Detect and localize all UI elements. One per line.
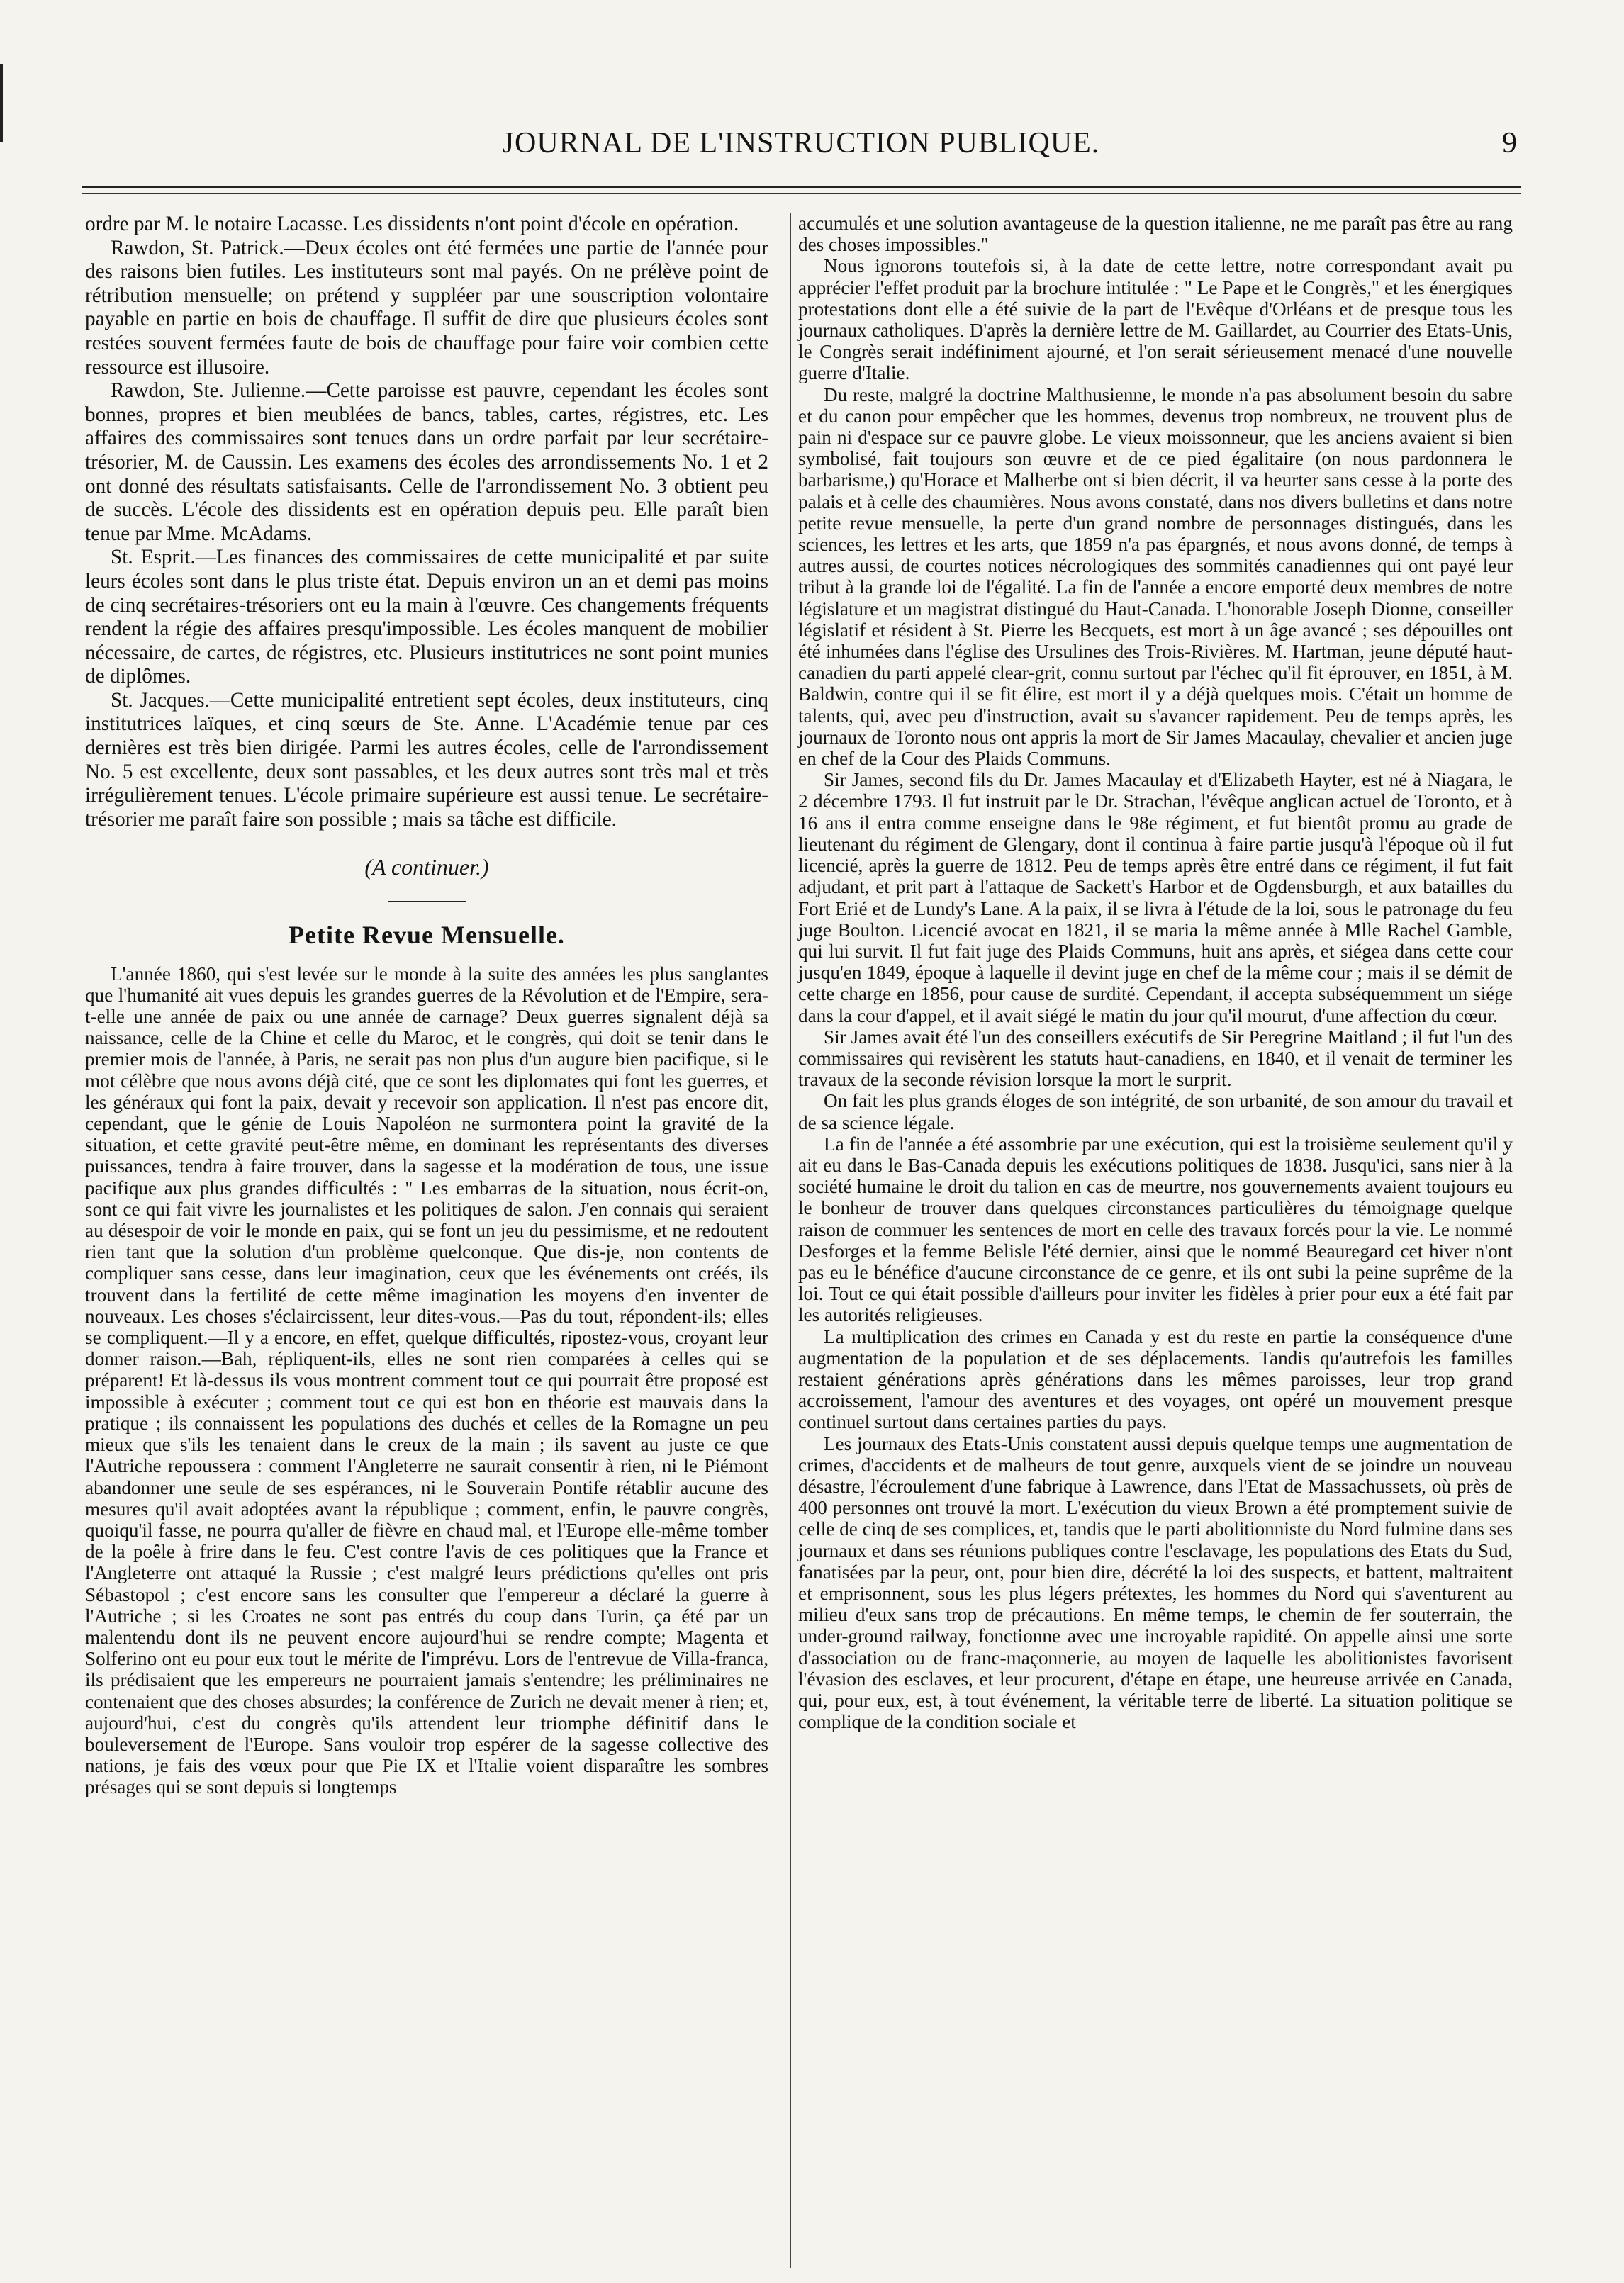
running-header (78, 126, 1524, 162)
paragraph: ordre par M. le notaire Lacasse. Les dissidents n'ont point d'école en opération. (85, 213, 739, 235)
journal-title: JOURNAL DE L'INSTRUCTION PUBLIQUE. (502, 127, 1100, 159)
to-be-continued: (A continuer.) (364, 854, 489, 880)
header-rule-thin (82, 193, 1521, 194)
paragraph: Les journaux des Etats-Unis constatent aussi depuis quelque temps une augmentation de crimes, d'accidents et de malheurs de tout genre, auxquels vient de se joindre un nouveau désastre, l'écroulement d'une fabrique à Lawrence, dans l'Etat de Massachussets, où près de 400 personnes ont trouvé la mort. L'exécution du vieux Brown a été promptement suivie de celle de cinq de ses complices, et, tandis que le parti abolitionniste du Nord fulmine dans ses journaux et dans ses réunions publiques contre l'esclavage, les populations des Etats du Sud, fanatisées par la peur, ont, pour bien dire, décrété la loi des suspects, et battent, maltraitent et emprisonnent, sous les plus légers prétextes, les hommes du Nord qui s'aventurent au milieu d'eux sans trop de précautions. En même temps, le chemin de fer souterrain, the under-ground railway, fonctionne avec une incroyable rapidité. On appelle ainsi une sorte d'association ou de franc-maçonnerie, au moyen de laquelle les abolitionistes favorisent l'évasion des esclaves, et leur procurent, d'étape en étape, une heureuse arrivée en Canada, qui, pour eux, est, à tout événement, la véritable terre de liberté. La situation politique se complique de la condition sociale et (798, 1432, 1513, 1733)
paragraph: Rawdon, St. Patrick.—Deux écoles ont été fermées une partie de l'année pour des raisons bien futiles. Les instituteurs sont mal payés. On ne prélève point de rétribution mensuelle; on prétend y suppléer par une souscription volontaire payable en partie en bois de chauffage. Il suffit de dire que plusieurs écoles sont restées souvent fermées faute de bois de chauffage pour faire voir combien cette ressource est illusoire. (85, 236, 768, 378)
paragraph: La fin de l'année a été assombrie par une exécution, qui est la troisième seulement qu'il y ait eu dans le Bas-Canada depuis les exécutions politiques de 1838. Jusqu'ici, sans nier à la société humaine le droit du talion en cas de meurtre, nos gouvernements avaient toujours eu le bonheur de trouver dans quelques circonstances particulières du témoignage quelque raison de commuer les sentences de mort en celle des travaux forcés pour la vie. Le nommé Desforges et la femme Belisle l'été dernier, ainsi que le nommé Beauregard cet hiver n'ont pas eu le bénéfice d'aucune circonstance de ce genre, et ils ont subi la peine suprême de la loi. Tout ce qui était possible d'ailleurs pour inviter les fidèles à prier pour eux a été fait par les autorités religieuses. (798, 1133, 1513, 1326)
paragraph: Du reste, malgré la doctrine Malthusienne, le monde n'a pas absolument besoin du sabre et du canon pour empêcher que les hommes, devenus trop nombreux, ne trouvent plus de pain ni d'espace sur ce pauvre globe. Le vieux moissonneur, que les anciens avaient si bien symbolisé, fait toujours son œuvre et de ce pied égalitaire (on nous pardonnera le barbarisme,) qu'Horace et Malherbe ont si bien décrit, il va heurter sans cesse à la porte des palais et à celle des chaumières. Nous avons constaté, dans nos divers bulletins et dans notre petite revue mensuelle, la perte d'un grand nombre de personnages distingués, dans les sciences, les lettres et les arts, que 1859 n'a pas épargnés, et nous avons donné, de temps à autres aussi, de courtes notices nécrologiques des sommités canadiennes qui ont payé leur tribut à la grande loi de l'égalité. La fin de l'année a encore emporté deux membres de notre législature et un magistrat distingué du Haut-Canada. L'honorable Joseph Dionne, conseiller législatif et résident à St. Pierre les Becquets, est mort à un âge avancé ; ses dépouilles ont été inhumées dans l'église des Ursulines des Trois-Rivières. M. Hartman, jeune député haut-canadien du parti appelé clear-grit, connu surtout par l'échec qu'il fit éprouver, en 1851, à M. Baldwin, contre qui il se fit élire, est mort il y a déjà quelques mois. C'était un homme de talents, qui, avec peu d'instruction, avait su s'avancer rapidement. Peu de temps après, les journaux de Toronto nous ont appris la mort de Sir James Macaulay, chevalier et ancien juge en chef de la Cour des Plaids Communs. (798, 383, 1513, 770)
section-heading: Petite Revue Mensuelle. (289, 921, 565, 950)
paragraph: Sir James, second fils du Dr. James Macaulay et d'Elizabeth Hayter, est né à Niagara, le 2 décembre 1793. Il fut instruit par le Dr. Strachan, l'évêque anglican actuel de Toronto, et à 16 ans il entra comme enseigne dans le 98e régiment, et fut bientôt promu au grade de lieutenant du régiment de Glengary, dont il continua à faire partie jusqu'à l'époque où il fut licencié, après la guerre de 1812. Peu de temps après être entré dans ce régiment, il fut fait adjudant, et prit part à l'attaque de Sackett's Harbor et de Ogdensburgh, et aux batailles du Fort Erié et de Lundy's Lane. A la paix, il se livra à l'étude de la loi, sous le patronage du feu juge Boulton. Licencié avocat en 1821, il se maria la même année à Mlle Rachel Gamble, qui lui survit. Il fut fait juge des Plaids Communs, huit ans après, et siégea dans cette cour jusqu'en 1849, époque à laquelle il devint juge en chef de la même cour ; mais il se démit de cette charge en 1856, pour cause de surdité. Cependant, il accepta subséquemment un siége dans la cour d'appel, et il avait siégé le matin du jour qu'il mourut, d'une affection du cœur. (798, 769, 1513, 1026)
newspaper-page (78, 0, 1524, 2283)
paragraph: L'année 1860, qui s'est levée sur le monde à la suite des années les plus sanglantes que l'humanité ait vues depuis les grandes guerres de la Révolution et de l'Empire, sera-t-elle une année de paix ou une année de carnage? Deux guerres signalent déjà sa naissance, celle de la Chine et celle du Maroc, et le congrès, qui doit se tenir dans le premier mois de l'année, à Paris, ne serait pas non plus d'un augure bien pacifique, si le mot célèbre que nous avons déjà cité, que ce sont les diplomates qui font les guerres, et les généraux qui font la paix, devait y recevoir son application. Il n'est pas encore dit, cependant, que le génie de Louis Napoléon ne surmontera point la gravité de la situation, et cette gravité peut-être même, en dominant les représentants des diverses puissances, tendra à faire trouver, dans la sagesse et la modération de tous, une issue pacifique aux plus grandes difficultés : " Les embarras de la situation, nous écrit-on, sont ce qui fait vivre les journalistes et les politiques de salon. J'en connais qui seraient au désespoir de voir le monde en paix, qui se font un jeu du pessimisme, et ne redoutent rien tant que la solution d'un problème quelconque. Que dis-je, non contents de compliquer sans cesse, dans leur imagination, ceux que les événements ont créés, ils trouvent dans la fertilité de cette même imagination les moyens d'en inventer de nouveaux. Les choses s'éclaircissent, leur dites-vous.—Pas du tout, répondent-ils; elles se compliquent.—Il y a encore, en effet, quelque difficultés, ripostez-vous, croyant leur donner raison.—Bah, répliquent-ils, elles ne sont rien comparées à celles qui se préparent! Et là-dessus ils vous montrent comment tout ce qui pourrait être proposé est impossible à exécuter ; comment tout ce qui est bon en théorie est mauvais dans la pratique ; ils connaissent les populations des duchés et celles de la Romagne un peu mieux que s'ils les tenaient dans le creux de la main ; ils savent au juste ce que l'Autriche repoussera : comment l'Angleterre ne saurait consentir à rien, ni le Piémont abandonner une seule de ses espérances, ni le Souverain Pontife rétablir aucune des mesures qu'il avait adoptées avant la république ; comment, enfin, le pauvre congrès, quoiqu'il fasse, ne pourra qu'aller de fièvre en chaud mal, et l'Europe elle-même tomber de la poêle à frire dans le feu. C'est contre l'avis de ces politiques que la France et l'Angleterre ont attaqué la Russie ; c'est malgré leurs prédictions qu'elles ont pris Sébastopol ; c'est encore sans les consulter que l'empereur a déclaré la guerre à l'Autriche ; si les Croates ne sont pas entrés du coup dans Turin, ça été par un malentendu dont ils ne peuvent encore aujourd'hui se rendre compte; Magenta et Solferino ont eu pour eux tout le mérite de l'imprévu. Lors de l'entrevue de Villa-franca, ils prédisaient que les empereurs ne pourraient jamais s'entendre; les préliminaires ne contenaient que des choses absurdes; la conférence de Zurich ne devait mener à rien; et, aujourd'hui, c'est du congrès qu'ils attendent leur triomphe définitif dans le bouleversement de l'Europe. Sans vouloir trop espérer de la sagesse collective des nations, je fais des vœux pour que Pie IX et l'Italie voient disparaître les sombres présages qui se sont depuis si longtemps (85, 963, 768, 1798)
page-number: 9 (1502, 127, 1517, 159)
right-column (798, 213, 1513, 1732)
left-column (85, 213, 768, 1798)
section-rule (388, 901, 466, 902)
paragraph: Rawdon, Ste. Julienne.—Cette paroisse est pauvre, cependant les écoles sont bonnes, propres et bien meublées de bancs, tables, cartes, régistres, etc. Les affaires des commissaires sont tenues dans un ordre parfait par leur secrétaire-trésorier, M. de Caussin. Les examens des écoles des arrondissements No. 1 et 2 ont donné des résultats satisfaisants. Celle de l'arrondissement No. 3 obtient peu de succès. L'école des dissidents est en opération depuis peu. Elle paraît bien tenue par Mme. McAdams. (85, 379, 768, 545)
paragraph: St. Esprit.—Les finances des commissaires de cette municipalité et par suite leurs écoles sont dans le plus triste état. Depuis environ un an et demi pas moins de cinq secrétaires-trésoriers ont eu la main à l'œuvre. Ces changements fréquents rendent la régie des affaires presqu'impossible. Les écoles manquent de mobilier nécessaire, de cartes, de régistres, etc. Plusieurs institutrices ne sont point munies de diplômes. (85, 546, 768, 688)
scan-edge-mark (0, 64, 3, 142)
column-divider (790, 213, 791, 2268)
paragraph: accumulés et une solution avantageuse de la question italienne, ne me paraît pas être au rang des choses impossibles." (798, 213, 1513, 256)
header-rule-thick (82, 186, 1521, 188)
paragraph: Nous ignorons toutefois si, à la date de cette lettre, notre correspondant avait pu apprécier l'effet produit par la brochure intitulée : " Le Pape et le Congrès," et les énergiques protestations dont elle a été suivie de la part de l'Evêque d'Orléans et de presque tous les journaux catholiques. D'après la dernière lettre de M. Gaillardet, au Courrier des Etats-Unis, le Congrès serait indéfiniment ajourné, et l'on serait sérieusement menacé d'une nouvelle guerre d'Italie. (798, 255, 1513, 384)
paragraph: La multiplication des crimes en Canada y est du reste en partie la conséquence d'une augmentation de la population et de ses déplacements. Tandis qu'autrefois les familles restaient générations après générations dans les mêmes paroisses, leur trop grand accroissement, l'amour des aventures et des voyages, ont opéré un mouvement presque continuel surtout dans certaines parties du pays. (798, 1325, 1513, 1433)
paragraph: On fait les plus grands éloges de son intégrité, de son urbanité, de son amour du travail et de sa science légale. (798, 1090, 1513, 1133)
paragraph: St. Jacques.—Cette municipalité entretient sept écoles, deux instituteurs, cinq institutrices laïques, et cinq sœurs de Ste. Anne. L'Académie tenue par ces dernières est très bien dirigée. Parmi les autres écoles, celle de l'arrondissement No. 5 est excellente, deux sont passables, et les deux autres sont très mal et très irrégulièrement tenues. L'école primaire supérieure est aussi tenue. Le secrétaire-trésorier me paraît faire son possible ; mais sa tâche est difficile. (85, 688, 768, 831)
paragraph: Sir James avait été l'un des conseillers exécutifs de Sir Peregrine Maitland ; il fut l'un des commissaires qui revisèrent les statuts haut-canadiens, en 1840, et il venait de terminer les travaux de la seconde révision lorsque la mort le surprit. (798, 1026, 1513, 1091)
